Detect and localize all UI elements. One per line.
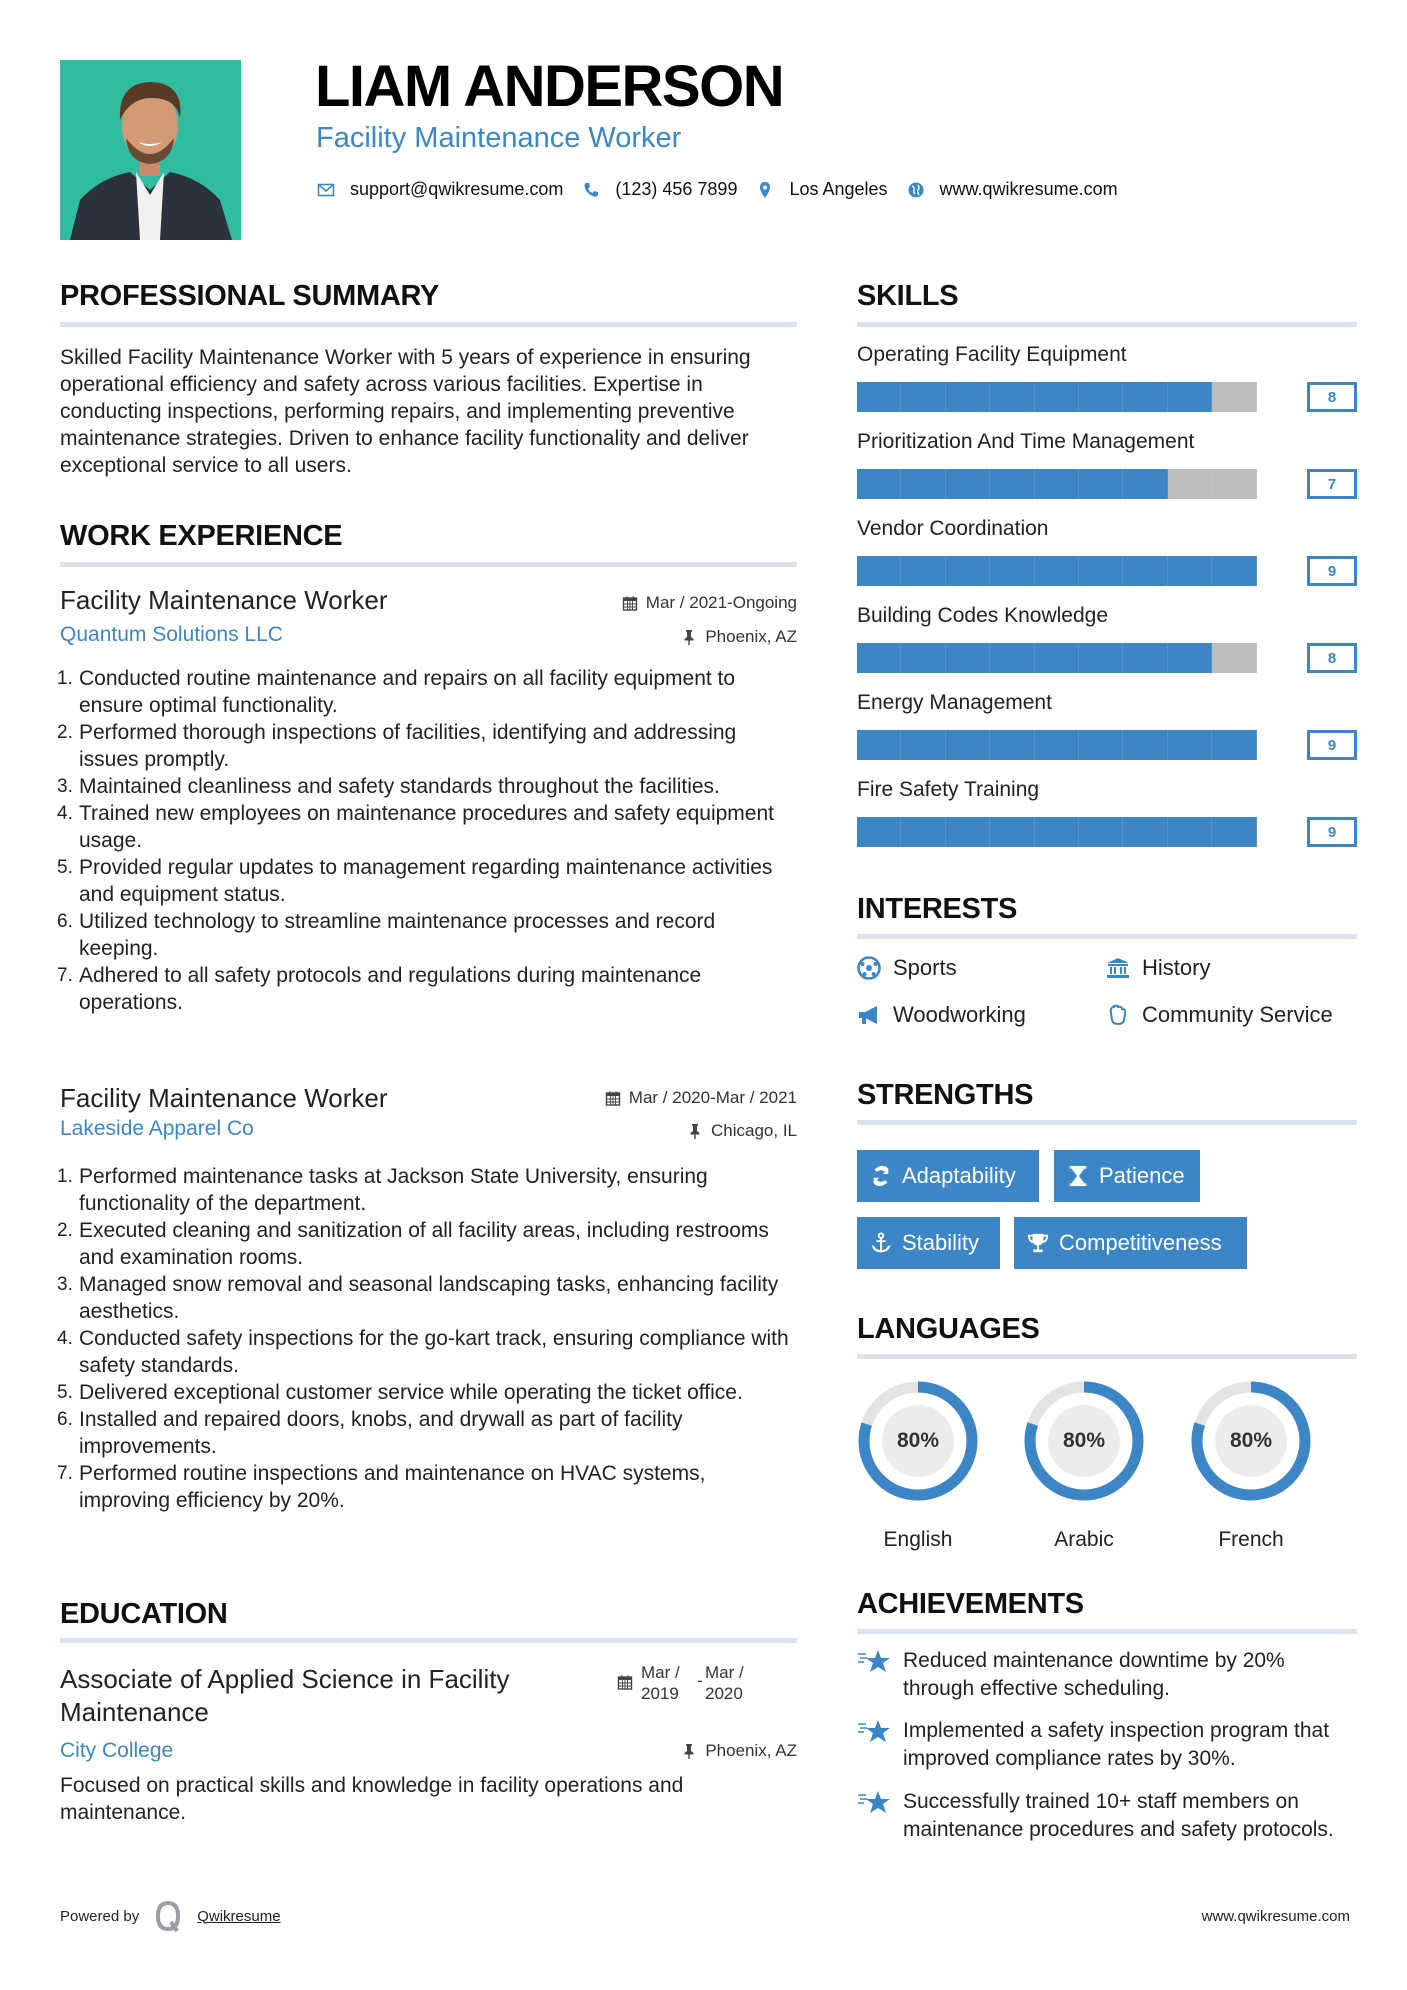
job-title: Facility Maintenance Worker xyxy=(60,585,388,615)
envelope-icon xyxy=(316,180,336,200)
list-item: 5. Delivered exceptional customer service while operating the ticket office. xyxy=(57,1381,743,1404)
skill-segment xyxy=(1035,817,1079,847)
skill-segment xyxy=(857,817,901,847)
skill-rating-bar xyxy=(857,643,1357,673)
skill-rating-bar xyxy=(857,556,1357,586)
pushpin-icon xyxy=(681,1743,697,1759)
skill-segment xyxy=(1212,469,1256,499)
list-item: 2. Executed cleaning and sanitization of all facility areas, including restrooms and examination rooms. xyxy=(57,1219,769,1269)
strength-competitiveness: Competitiveness xyxy=(1014,1217,1247,1269)
skill-segment xyxy=(1079,469,1123,499)
qwikresume-logo-icon xyxy=(153,1900,183,1932)
calendar-icon xyxy=(622,595,638,611)
contact-location xyxy=(755,179,887,200)
skill-segment xyxy=(857,469,901,499)
shooting-star-icon xyxy=(857,1717,893,1747)
skill-segment xyxy=(1168,730,1212,760)
skill-segment xyxy=(901,817,945,847)
list-item: 4. Trained new employees on maintenance procedures and safety equipment usage. xyxy=(57,802,774,852)
list-item: 5. Provided regular updates to management regarding maintenance activities and equipment status. xyxy=(57,856,773,906)
section-divider xyxy=(857,322,1357,327)
strength-patience: Patience xyxy=(1054,1150,1200,1202)
skill-level-badge: 9 xyxy=(1307,730,1357,760)
section-divider xyxy=(60,322,797,327)
strength-stability: Stability xyxy=(857,1217,1000,1269)
anchor-icon xyxy=(870,1232,892,1254)
degree-title: Associate of Applied Science in Facility Maintenance xyxy=(60,1664,510,1727)
interest-history: History xyxy=(1106,956,1210,980)
language-name: English xyxy=(883,1528,953,1551)
skill-segment xyxy=(1123,817,1167,847)
skill-segment xyxy=(990,817,1034,847)
megaphone-icon xyxy=(857,1003,881,1027)
phone-text: (123) 456 7899 xyxy=(615,179,738,199)
phone-icon xyxy=(581,180,601,200)
skill-segment xyxy=(990,643,1034,673)
skill-segment xyxy=(946,556,990,586)
achievement-item: Reduced maintenance downtime by 20% through effective scheduling. xyxy=(857,1647,1357,1703)
section-title-achievements: ACHIEVEMENTS xyxy=(857,1588,1084,1620)
section-divider xyxy=(60,562,797,567)
list-item: 6. Utilized technology to streamline maintenance processes and record keeping. xyxy=(57,910,716,960)
job-dates: Mar / 2020-Mar / 2021 xyxy=(605,1089,797,1106)
hourglass-icon xyxy=(1067,1165,1089,1187)
shooting-star-icon xyxy=(857,1647,893,1677)
skill-segment xyxy=(1123,556,1167,586)
refresh-icon xyxy=(870,1165,892,1187)
calendar-icon xyxy=(605,1090,621,1106)
language-percent: 80% xyxy=(1062,1429,1106,1452)
candidate-title: Facility Maintenance Worker xyxy=(316,122,682,154)
language-arabic xyxy=(1023,1380,1145,1552)
language-percent: 80% xyxy=(896,1429,940,1452)
website-text: www.qwikresume.com xyxy=(939,179,1118,199)
skill-segment xyxy=(857,556,901,586)
job-responsibilities xyxy=(57,665,797,1016)
section-divider xyxy=(857,934,1357,939)
section-title-languages: LANGUAGES xyxy=(857,1313,1040,1345)
list-item: 7. Performed routine inspections and maintenance on HVAC systems, improving efficiency by 20%. xyxy=(57,1462,706,1512)
skill-segment xyxy=(990,382,1034,412)
skill-segment xyxy=(1168,469,1212,499)
skill-segment xyxy=(901,730,945,760)
list-item: 1. Conducted routine maintenance and repairs on all facility equipment to ensure optimal functionality. xyxy=(57,667,736,717)
section-divider xyxy=(857,1120,1357,1125)
section-title-strengths: STRENGTHS xyxy=(857,1079,1034,1111)
skill-name: Vendor Coordination xyxy=(857,517,1049,540)
skill-segment xyxy=(1035,643,1079,673)
section-title-skills: SKILLS xyxy=(857,280,959,312)
skill-rating-bar xyxy=(857,382,1357,412)
language-percent: 80% xyxy=(1229,1429,1273,1452)
skill-segment xyxy=(1035,382,1079,412)
skill-segment xyxy=(901,382,945,412)
museum-icon xyxy=(1106,956,1130,980)
skill-segment xyxy=(1035,556,1079,586)
education-description: Focused on practical skills and knowledge in facility operations and maintenance. xyxy=(60,1774,684,1824)
language-name: Arabic xyxy=(1054,1528,1114,1551)
achievement-item: Implemented a safety inspection program that improved compliance rates by 30%. xyxy=(857,1717,1357,1773)
company-name: Quantum Solutions LLC xyxy=(60,623,283,646)
skill-level-badge: 8 xyxy=(1307,382,1357,412)
skill-segment xyxy=(946,643,990,673)
list-item: 6. Installed and repaired doors, knobs, and drywall as part of facility improvements. xyxy=(57,1408,683,1458)
skill-rating-bar xyxy=(857,469,1357,499)
email-text: support@qwikresume.com xyxy=(350,179,564,199)
skill-level-badge: 9 xyxy=(1307,556,1357,586)
list-item: 3. Maintained cleanliness and safety standards throughout the facilities. xyxy=(57,775,720,798)
skill-segment xyxy=(1168,556,1212,586)
skill-segment xyxy=(1079,556,1123,586)
section-divider xyxy=(60,1638,797,1643)
skill-segment xyxy=(1123,730,1167,760)
skill-segment xyxy=(1168,817,1212,847)
interest-woodworking: Woodworking xyxy=(857,1003,1026,1027)
skill-segment xyxy=(1079,817,1123,847)
skill-level-badge: 7 xyxy=(1307,469,1357,499)
skill-segment xyxy=(857,643,901,673)
skill-segment xyxy=(946,730,990,760)
skill-segment xyxy=(1168,382,1212,412)
list-item: 4. Conducted safety inspections for the go-kart track, ensuring compliance with safety standards. xyxy=(57,1327,789,1377)
interest-sports: Sports xyxy=(857,956,957,980)
section-title-summary: PROFESSIONAL SUMMARY xyxy=(60,280,440,312)
language-english xyxy=(857,1380,979,1552)
skill-segment xyxy=(857,382,901,412)
calendar-icon xyxy=(617,1674,633,1690)
skill-name: Fire Safety Training xyxy=(857,778,1040,801)
skill-segment xyxy=(1035,469,1079,499)
contact-email[interactable] xyxy=(316,179,563,200)
education-location: Phoenix, AZ xyxy=(681,1742,797,1759)
section-title-interests: INTERESTS xyxy=(857,893,1018,925)
section-divider xyxy=(857,1629,1357,1634)
skill-rating-bar xyxy=(857,817,1357,847)
skill-segment xyxy=(946,382,990,412)
skill-segment xyxy=(1123,469,1167,499)
skill-name: Operating Facility Equipment xyxy=(857,343,1127,366)
location-text: Los Angeles xyxy=(789,179,888,199)
list-item: 1. Performed maintenance tasks at Jackson State University, ensuring functionality of the department. xyxy=(57,1165,708,1215)
skill-level-badge: 9 xyxy=(1307,817,1357,847)
pushpin-icon xyxy=(687,1123,703,1139)
job-location: Chicago, IL xyxy=(687,1122,797,1139)
skill-segment xyxy=(1212,382,1256,412)
skill-segment xyxy=(857,730,901,760)
skill-segment xyxy=(1035,730,1079,760)
job-location: Phoenix, AZ xyxy=(681,628,797,645)
skill-segment xyxy=(1123,382,1167,412)
candidate-name: LIAM ANDERSON xyxy=(315,54,784,119)
job-responsibilities xyxy=(57,1163,797,1514)
skill-segment xyxy=(1079,730,1123,760)
footer-website[interactable]: www.qwikresume.com xyxy=(1201,1908,1350,1925)
skill-segment xyxy=(946,469,990,499)
skill-segment xyxy=(1168,643,1212,673)
map-marker-icon xyxy=(755,180,775,200)
profile-photo xyxy=(60,60,241,240)
skill-segment xyxy=(1123,643,1167,673)
company-name: Lakeside Apparel Co xyxy=(60,1117,254,1140)
school-name: City College xyxy=(60,1739,174,1762)
achievement-item: Successfully trained 10+ staff members on maintenance procedures and safety protocols. xyxy=(857,1788,1357,1844)
soccer-ball-icon xyxy=(857,956,881,980)
skill-segment xyxy=(901,556,945,586)
job-dates: Mar / 2021-Ongoing xyxy=(622,594,797,611)
contact-bar xyxy=(316,179,1136,200)
list-item: 3. Managed snow removal and seasonal landscaping tasks, enhancing facility aesthetics. xyxy=(57,1273,779,1323)
skill-level-badge: 8 xyxy=(1307,643,1357,673)
skill-name: Energy Management xyxy=(857,691,1052,714)
job-title: Facility Maintenance Worker xyxy=(60,1083,388,1113)
shooting-star-icon xyxy=(857,1788,893,1818)
skill-segment xyxy=(1079,382,1123,412)
skill-segment xyxy=(901,643,945,673)
skill-name: Building Codes Knowledge xyxy=(857,604,1109,627)
strength-adaptability: Adaptability xyxy=(857,1150,1039,1202)
summary-text: Skilled Facility Maintenance Worker with 5 years of experience in ensuring operational efficiency and safety across various facilities. Expertise in conducting inspections, performing repairs, and implementing preventive maintenance strategies. Driven to enhance facility functionality and deliver exceptional service to all users. xyxy=(60,346,751,477)
list-item: 7. Adhered to all safety protocols and regulations during maintenance operations. xyxy=(57,964,702,1014)
skill-segment xyxy=(946,817,990,847)
section-title-education: EDUCATION xyxy=(60,1598,228,1630)
list-item: 2. Performed thorough inspections of facilities, identifying and addressing issues promptly. xyxy=(57,721,737,771)
footer-powered-by: Powered by Qwikresume xyxy=(60,1900,281,1932)
pushpin-icon xyxy=(681,629,697,645)
education-dates: Mar / 2019 - Mar / 2020 xyxy=(617,1662,744,1704)
skill-segment xyxy=(1212,556,1256,586)
language-french xyxy=(1190,1380,1312,1552)
contact-website[interactable] xyxy=(906,179,1118,200)
skill-segment xyxy=(1212,817,1256,847)
trophy-icon xyxy=(1027,1232,1049,1254)
globe-icon xyxy=(906,180,926,200)
hand-paper-icon xyxy=(1106,1003,1130,1027)
skill-segment xyxy=(990,730,1034,760)
skill-name: Prioritization And Time Management xyxy=(857,430,1195,453)
skill-segment xyxy=(1212,730,1256,760)
skill-segment xyxy=(1212,643,1256,673)
skill-segment xyxy=(1079,643,1123,673)
skill-segment xyxy=(901,469,945,499)
portrait-photo-icon xyxy=(60,60,241,240)
language-name: French xyxy=(1218,1528,1284,1551)
qwikresume-link[interactable]: Qwikresume xyxy=(197,1907,281,1925)
skill-rating-bar xyxy=(857,730,1357,760)
skill-segment xyxy=(990,556,1034,586)
contact-phone[interactable] xyxy=(581,179,737,200)
interest-community-service: Community Service xyxy=(1106,1003,1333,1027)
section-title-experience: WORK EXPERIENCE xyxy=(60,520,343,552)
skill-segment xyxy=(990,469,1034,499)
section-divider xyxy=(857,1354,1357,1359)
